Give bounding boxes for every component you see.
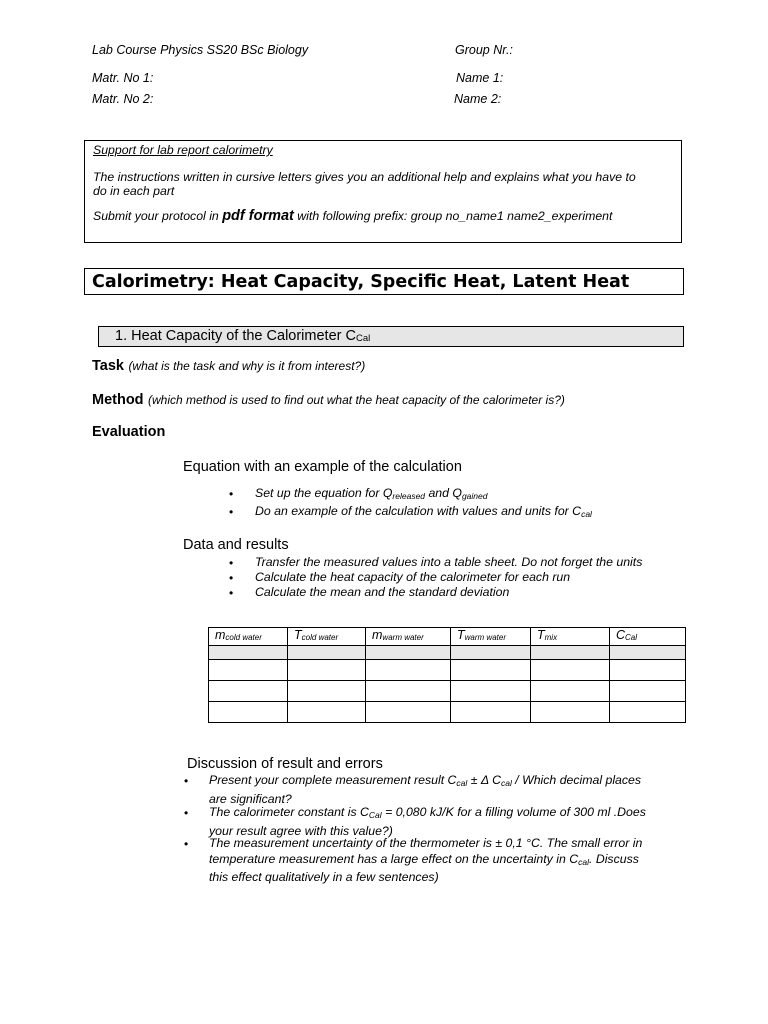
discussion-bullet-1: Present your complete measurement result $C_{cal} \pm \Delta$ $C_{cal}$ / Which decimal places are significant? — [209, 773, 642, 806]
measurement-table — [208, 627, 686, 723]
bullet: • — [229, 571, 234, 585]
section-1-heading — [98, 326, 684, 347]
matr-no-1-label: Matr. No 1: — [92, 71, 154, 85]
table-cell[interactable] — [366, 702, 451, 723]
equation-heading: Equation with an example of the calculation — [183, 459, 462, 475]
table-cell[interactable] — [288, 646, 366, 660]
header-t-mix: $T_{mix}$ — [531, 628, 610, 646]
table-cell[interactable] — [209, 660, 288, 681]
task-label: Task — [92, 358, 124, 374]
table-cell[interactable] — [610, 702, 686, 723]
matr-no-2-label: Matr. No 2: — [92, 92, 154, 106]
table-cell[interactable] — [451, 646, 531, 660]
page-title: Calorimetry: Heat Capacity, Specific Heat, Latent Heat — [84, 268, 684, 295]
table-cell[interactable] — [366, 660, 451, 681]
submit-suffix-text: with following prefix: group no_name1 name2_experiment — [293, 209, 613, 223]
table-row — [209, 702, 686, 723]
bullet: • — [229, 487, 234, 501]
group-number-label: Group Nr.: — [455, 43, 513, 57]
table-cell[interactable] — [610, 646, 686, 660]
table-row — [209, 646, 686, 660]
data-bullet-3: Calculate the mean and the standard deviation — [255, 585, 510, 599]
header-t-warm-water: $T_{warm water}$ — [451, 628, 531, 646]
table-row — [209, 660, 686, 681]
table-cell[interactable] — [288, 702, 366, 723]
table-cell[interactable] — [531, 681, 610, 702]
submit-prefix-text: Submit your protocol in — [93, 209, 223, 223]
data-results-heading: Data and results — [183, 537, 289, 553]
support-heading: Support for lab report calorimetry — [93, 143, 273, 157]
table-header-row — [209, 628, 686, 646]
discussion-heading: Discussion of result and errors — [187, 756, 383, 772]
name-2-label: Name 2: — [454, 92, 502, 106]
table-cell[interactable] — [610, 660, 686, 681]
table-cell[interactable] — [209, 646, 288, 660]
bullet: • — [229, 505, 234, 519]
section-1-subscript: Cal — [355, 333, 371, 344]
evaluation-label: Evaluation — [92, 424, 166, 440]
bullet: • — [229, 586, 234, 600]
bullet: • — [229, 556, 234, 570]
table-cell[interactable] — [366, 681, 451, 702]
table-cell[interactable] — [531, 660, 610, 681]
data-bullet-1: Transfer the measured values into a table sheet. Do not forget the units — [255, 555, 643, 569]
support-box — [84, 140, 682, 243]
method-label: Method — [92, 392, 144, 408]
discussion-bullet-2: The calorimeter constant is $C_{Cal} = 0,080$ kJ/K for a filling volume of 300 ml .Does your result agree with this value?) — [209, 805, 646, 838]
course-label: Lab Course Physics SS20 BSc Biology — [92, 43, 309, 57]
table-cell[interactable] — [451, 702, 531, 723]
table-cell[interactable] — [366, 646, 451, 660]
table-cell[interactable] — [610, 681, 686, 702]
header-c-cal: $C_{Cal}$ — [610, 628, 686, 646]
support-instructions — [93, 170, 673, 198]
bullet: • — [184, 774, 189, 788]
equation-bullet-2: Do an example of the calculation with values and units for $C_{cal}$ — [255, 504, 592, 519]
discussion-bullet-3: The measurement uncertainty of the thermometer is ± 0,1 °C. The small error in temperature measurement has a large effect on the uncertainty in $C_{cal}$. Discuss this effect qualitatively in a few sentences) — [209, 836, 643, 884]
submit-instructions — [93, 209, 673, 223]
header-m-cold-water: $m_{cold water}$ — [209, 628, 288, 646]
task-note: (what is the task and why is it from interest?) — [128, 359, 366, 373]
section-1-title: 1. Heat Capacity of the Calorimeter C — [115, 328, 356, 344]
name-1-label: Name 1: — [456, 71, 504, 85]
table-cell[interactable] — [531, 646, 610, 660]
table-cell[interactable] — [288, 660, 366, 681]
table-cell[interactable] — [451, 660, 531, 681]
table-cell[interactable] — [451, 681, 531, 702]
task-line — [92, 357, 365, 375]
table-cell[interactable] — [288, 681, 366, 702]
bullet: • — [184, 806, 189, 820]
pdf-format-text: pdf format — [222, 208, 294, 224]
method-line — [92, 391, 565, 409]
data-bullet-2: Calculate the heat capacity of the calorimeter for each run — [255, 570, 571, 584]
table-cell[interactable] — [209, 681, 288, 702]
instructions-line-1: The instructions written in cursive letters gives you an additional help and explains what you have to — [93, 170, 636, 184]
header-m-warm-water: $m_{warm water}$ — [366, 628, 451, 646]
table-row — [209, 681, 686, 702]
table-cell[interactable] — [209, 702, 288, 723]
equation-bullet-1: Set up the equation for $Q_{released}$ and $Q_{gained}$ — [255, 486, 488, 501]
bullet: • — [184, 837, 189, 851]
table-cell[interactable] — [531, 702, 610, 723]
instructions-line-2: do in each part — [93, 184, 175, 198]
header-t-cold-water: $T_{cold water}$ — [288, 628, 366, 646]
method-note: (which method is used to find out what the heat capacity of the calorimeter is?) — [148, 393, 565, 407]
